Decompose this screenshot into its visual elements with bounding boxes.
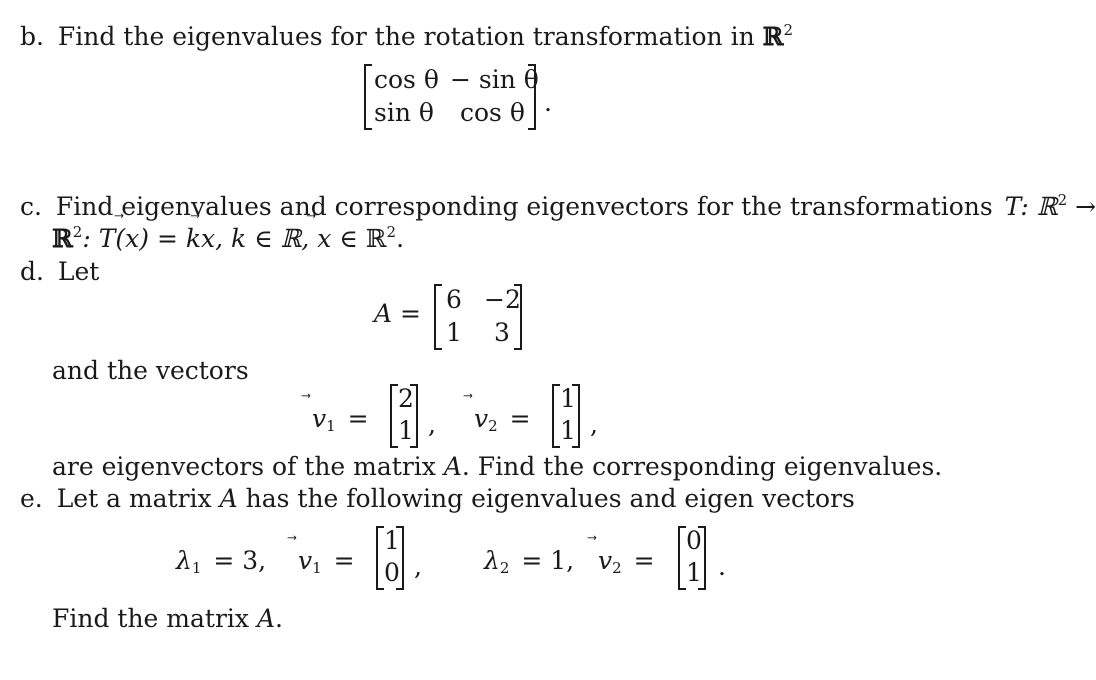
- part-c-line-2: [52, 224, 404, 253]
- part-c-map: ) = k: [139, 224, 201, 253]
- lambda-1: $\lambda_1 = 3$,: [176, 546, 267, 577]
- vector-cell: 2: [398, 384, 414, 413]
- matrix-cell: cos θ: [460, 98, 525, 127]
- matrix-cell: − sin θ: [450, 65, 539, 94]
- part-b-line: [20, 22, 793, 51]
- vector-e-v2: [678, 526, 706, 590]
- matrix-cell: 3: [494, 318, 510, 347]
- part-c-exp: 2: [1057, 191, 1068, 209]
- matrix-bracket-left: [552, 384, 560, 448]
- part-c-set: ∈ ℝ: [339, 224, 387, 253]
- vector-x: x: [317, 224, 332, 253]
- vector-cell: 1: [398, 416, 414, 445]
- part-d-line: [20, 257, 99, 286]
- part-c-space: ℝ: [52, 224, 73, 253]
- vector-v2-label: $v_2$ =: [598, 546, 655, 577]
- part-d-label: d.: [20, 257, 44, 286]
- part-b-space: ℝ: [762, 22, 784, 51]
- matrix-cell: sin θ: [374, 98, 434, 127]
- vector-e-v1: [376, 526, 404, 590]
- matrix-cell: −2: [484, 285, 521, 314]
- matrix-bracket-left: [376, 526, 384, 590]
- arrow-icon: →: [1075, 192, 1096, 221]
- and-vectors-text: and the vectors: [52, 356, 249, 385]
- comma: ,: [428, 410, 436, 439]
- vector-v1-label: $v_1$ =: [312, 404, 369, 435]
- period: .: [396, 224, 405, 253]
- part-c-set: , k ∈ ℝ,: [215, 224, 310, 253]
- rotation-matrix: [364, 64, 539, 130]
- vector-cell: 1: [560, 416, 576, 445]
- part-c-text: Find eigenvalues and corresponding eigenvectors for the transformations: [55, 192, 993, 221]
- comma: ,: [590, 410, 598, 439]
- part-c-math: T: ℝ: [1004, 192, 1058, 221]
- vector-x: x: [201, 224, 216, 253]
- vector-v1: [390, 384, 418, 448]
- matrix-bracket-left: [364, 64, 372, 130]
- matrix-A: [434, 284, 522, 350]
- lambda-2: $\lambda_2 = 1$,: [484, 546, 575, 577]
- part-c-line-1: [20, 192, 1096, 221]
- part-b-space-exp: 2: [783, 21, 793, 39]
- period: .: [718, 552, 726, 581]
- vector-v2-label: $v_2$ =: [474, 404, 531, 435]
- part-c-label: c.: [20, 192, 42, 221]
- vector-x: x: [125, 224, 140, 253]
- vector-v1-label: $v_1$ =: [298, 546, 355, 577]
- part-c-map: : T(: [82, 224, 126, 253]
- matrix-cell: 1: [446, 318, 462, 347]
- part-e-find: Find the matrix A.: [52, 604, 283, 633]
- part-b-label: b.: [20, 22, 44, 51]
- vector-v2: [552, 384, 580, 448]
- vector-cell: 0: [384, 558, 400, 587]
- period: .: [544, 88, 552, 117]
- vector-cell: 1: [560, 384, 576, 413]
- part-d-let: Let: [57, 257, 100, 286]
- part-e-line: e. Let a matrix A has the following eigenvalues and eigen vectors: [20, 484, 855, 513]
- comma: ,: [414, 552, 422, 581]
- part-c-exp: 2: [72, 223, 83, 241]
- matrix-bracket-left: [678, 526, 686, 590]
- matrix-bracket-left: [390, 384, 398, 448]
- part-b-text: Find the eigenvalues for the rotation transformation in: [57, 22, 755, 51]
- part-e-label: e.: [20, 484, 43, 513]
- matrix-cell: cos θ: [374, 65, 439, 94]
- part-c-exp: 2: [386, 223, 397, 241]
- matrix-A-label: A =: [374, 299, 421, 328]
- vector-cell: 1: [686, 558, 702, 587]
- matrix-cell: 6: [446, 285, 462, 314]
- vector-cell: 1: [384, 526, 400, 555]
- matrix-bracket-left: [434, 284, 442, 350]
- vector-cell: 0: [686, 526, 702, 555]
- part-d-question: are eigenvectors of the matrix A. Find the corresponding eigenvalues.: [52, 452, 943, 481]
